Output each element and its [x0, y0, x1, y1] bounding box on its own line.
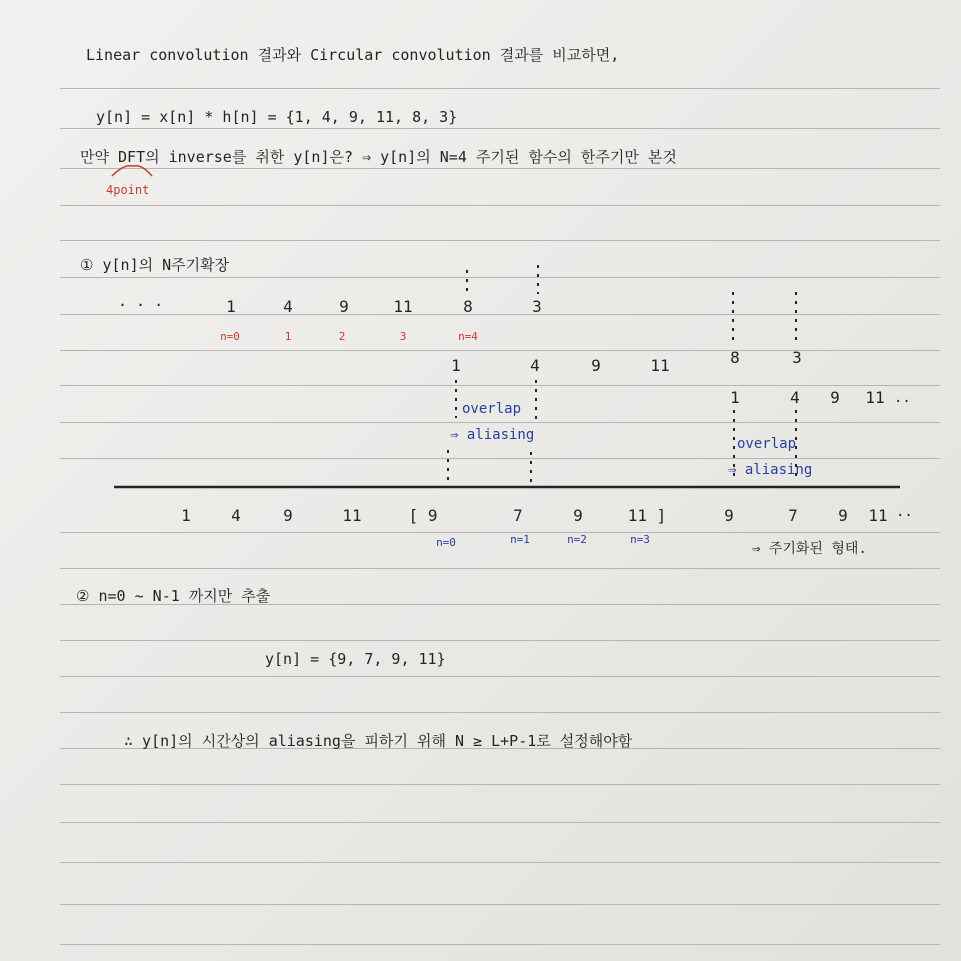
row1-value: 3 — [532, 297, 542, 316]
row3-value: 4 — [790, 388, 800, 407]
result-value: 9 — [838, 506, 848, 525]
result-value-bracket-open: [ 9 — [408, 506, 438, 525]
row1-value: 11 — [393, 297, 413, 316]
row2-value: 9 — [591, 356, 601, 375]
result-value: 9 — [573, 506, 583, 525]
aliasing-annotation: ⇒ aliasing — [728, 462, 813, 478]
row1-index-label: 3 — [399, 330, 407, 343]
row1-value: 4 — [283, 297, 293, 316]
row2-value: 11 — [650, 356, 670, 375]
row3-value: 11 — [865, 388, 885, 407]
result-value: 11 — [342, 506, 362, 525]
row1-index-label: n=0 — [220, 330, 240, 343]
result-value: 7 — [513, 506, 523, 525]
step2-heading: ② n=0 ~ N-1 까지만 추출 — [76, 587, 271, 605]
result-value-bracket-close: 11 ] — [627, 506, 667, 525]
result-index-label: n=0 — [436, 536, 456, 549]
periodic-form-note: ⇒ 주기화된 형태. — [752, 541, 867, 557]
row1-value: 8 — [463, 297, 473, 316]
step1-heading: ① y[n]의 N주기확장 — [80, 256, 230, 274]
result-value: 9 — [283, 506, 293, 525]
conclusion: ∴ y[n]의 시간상의 aliasing을 피하기 위해 N ≥ L+P-1로 설정해야함 — [124, 732, 633, 750]
row1-index-label: 2 — [338, 330, 346, 343]
result-value: 4 — [231, 506, 241, 525]
intro-line: Linear convolution 결과와 Circular convolution 결과를 비교하면, — [86, 46, 620, 64]
four-point-note: 4point — [106, 183, 150, 197]
row2-value: 3 — [792, 348, 802, 367]
result-index-label: n=1 — [510, 533, 530, 546]
row1-index-label: n=4 — [458, 330, 478, 343]
leading-dots: · · · — [118, 296, 164, 314]
result-value: 1 — [181, 506, 191, 525]
result-value: 9 — [724, 506, 734, 525]
row1-value: 1 — [226, 297, 236, 316]
row3-value: 1 — [730, 388, 740, 407]
result-index-label: n=2 — [567, 533, 587, 546]
row2-value: 1 — [451, 356, 461, 375]
result-value: 11 — [868, 506, 888, 525]
row3-trailing-dots: .. — [894, 390, 911, 406]
row1-index-label: 1 — [284, 330, 292, 343]
result-trailing-dots: .. — [896, 504, 913, 520]
final-result: y[n] = {9, 7, 9, 11} — [265, 650, 446, 668]
overlap-annotation: overlap — [737, 436, 797, 452]
overlap-annotation: overlap — [462, 401, 522, 417]
dft-question-line: 만약 DFT의 inverse를 취한 y[n]은? ⇒ y[n]의 N=4 주기된 함수의 한주기만 본것 — [80, 148, 677, 166]
result-value: 7 — [788, 506, 798, 525]
result-index-label: n=3 — [630, 533, 650, 546]
aliasing-annotation: ⇒ aliasing — [450, 427, 535, 443]
row2-value: 4 — [530, 356, 540, 375]
linear-convolution-result: y[n] = x[n] * h[n] = {1, 4, 9, 11, 8, 3} — [96, 108, 458, 126]
row3-value: 9 — [830, 388, 840, 407]
row2-value: 8 — [730, 348, 740, 367]
row1-value: 9 — [339, 297, 349, 316]
